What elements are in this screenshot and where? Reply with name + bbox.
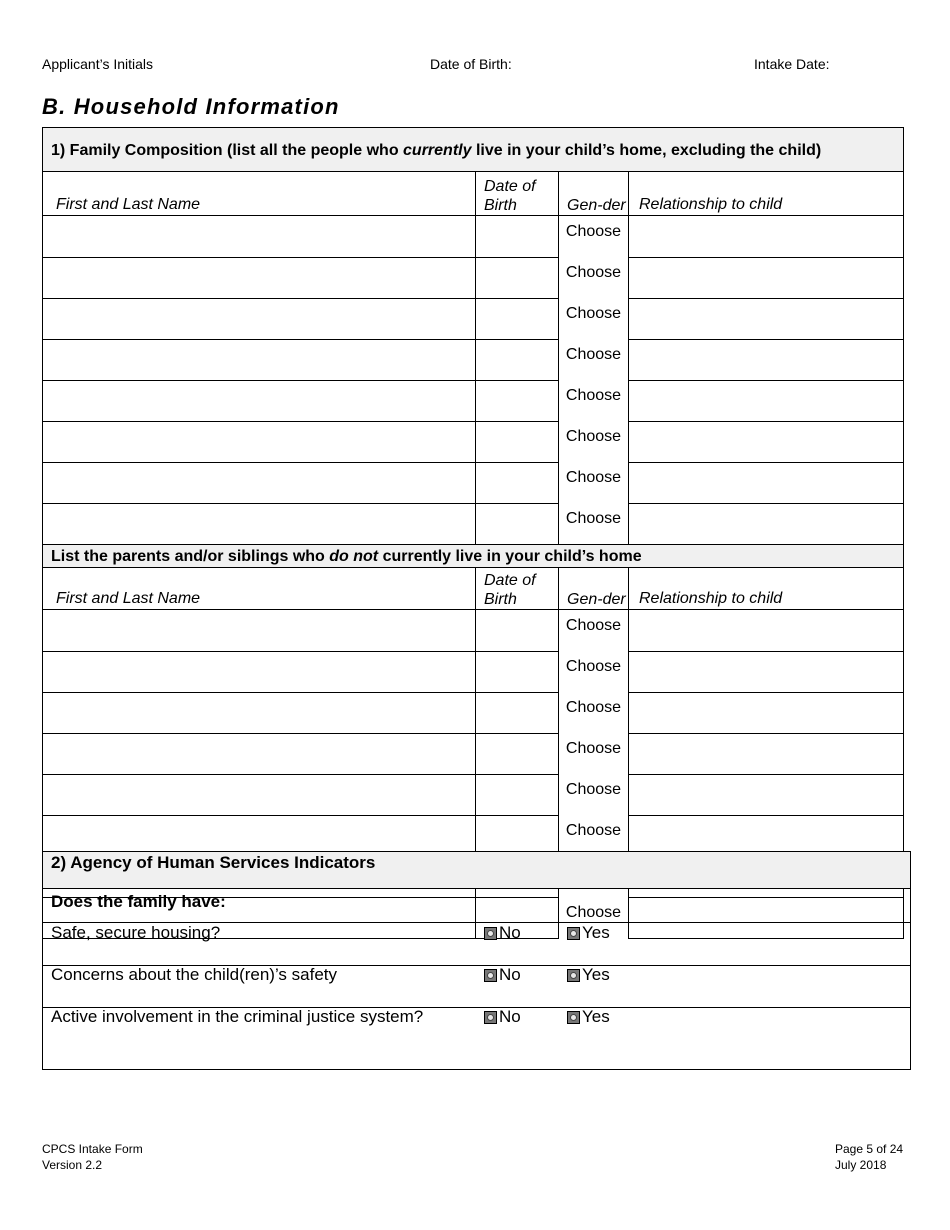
table-row [43,610,904,652]
intake-date-label: Intake Date: [754,56,830,72]
name-cell[interactable] [43,610,476,652]
family-composition-table [42,127,904,939]
footer-date: July 2018 [835,1158,887,1172]
dob-cell[interactable] [476,651,559,692]
yes-checkbox-option[interactable] [567,1007,610,1027]
indicator-question-row [43,1007,910,1069]
relationship-cell[interactable] [629,692,904,733]
yes-checkbox-option[interactable] [567,923,610,943]
dob-cell[interactable] [476,503,559,545]
dob-cell[interactable] [476,692,559,733]
gender-dropdown[interactable]: Choose [559,257,629,298]
checkbox-icon[interactable] [567,927,580,940]
relationship-cell[interactable] [629,733,904,774]
no-checkbox-option[interactable] [484,965,521,985]
dob-cell[interactable] [476,815,559,856]
agency-subtitle: Does the family have: [51,892,226,911]
name-cell[interactable] [43,462,476,503]
gender-dropdown[interactable]: Choose [559,733,629,774]
checkbox-icon[interactable] [567,1011,580,1024]
gender-dropdown[interactable]: Choose [559,298,629,339]
relationship-cell[interactable] [629,462,904,503]
yes-label: Yes [582,923,610,942]
gender-dropdown[interactable]: Choose [559,692,629,733]
relationship-cell[interactable] [629,774,904,815]
applicant-initials-label: Applicant’s Initials [42,56,154,72]
gender-dropdown[interactable]: Choose [559,339,629,380]
indicator-question-text: Safe, secure housing? [51,923,221,942]
not_home-heading-text: List the parents and/or siblings who [51,548,330,565]
table-row [43,421,904,462]
name-cell[interactable] [43,815,476,856]
gender-dropdown[interactable]: Choose [559,897,629,938]
dob-cell[interactable] [476,380,559,421]
family-column-header [43,172,904,216]
table-row [43,774,904,815]
table-row [43,216,904,258]
dob-cell[interactable] [476,298,559,339]
column-header-relationship: Relationship to child [629,568,904,610]
dob-cell[interactable] [476,610,559,652]
no-checkbox-option[interactable] [484,1007,521,1027]
family-heading-emphasis: currently [403,141,472,159]
gender-dropdown[interactable]: Choose [559,216,629,258]
name-cell[interactable] [43,692,476,733]
name-cell[interactable] [43,339,476,380]
family-heading [43,128,904,172]
footer-version: Version 2.2 [42,1158,103,1172]
column-header-relationship: Relationship to child [629,172,904,216]
relationship-cell[interactable] [629,421,904,462]
name-cell[interactable] [43,216,476,258]
indicator-question-text: Concerns about the child(ren)’s safety [51,965,338,984]
section-title: B. Household Information [42,94,340,119]
name-cell[interactable] [43,733,476,774]
table-row [43,339,904,380]
dob-cell[interactable] [476,421,559,462]
yes-label: Yes [582,1007,610,1026]
gender-dropdown[interactable]: Choose [559,610,629,652]
not_home-column-header [43,568,904,610]
dob-cell[interactable] [476,339,559,380]
checkbox-icon[interactable] [484,927,497,940]
name-cell[interactable] [43,380,476,421]
checkbox-icon[interactable] [484,1011,497,1024]
relationship-cell[interactable] [629,216,904,258]
no-label: No [499,923,521,942]
relationship-cell[interactable] [629,503,904,545]
agency-indicators-section [42,851,911,1070]
gender-dropdown[interactable]: Choose [559,774,629,815]
checkbox-icon[interactable] [567,969,580,982]
footer-page: Page 5 of 24 [835,1142,904,1156]
not_home-heading [43,545,904,568]
agency-title-band [43,852,910,889]
relationship-cell[interactable] [629,257,904,298]
name-cell[interactable] [43,257,476,298]
column-header-dob: Date of Birth [476,568,559,610]
relationship-cell[interactable] [629,298,904,339]
no-label: No [499,1007,521,1026]
relationship-cell[interactable] [629,339,904,380]
not_home-heading-emphasis: do not [329,548,379,565]
agency-title: 2) Agency of Human Services Indicators [51,853,376,872]
gender-dropdown[interactable]: Choose [559,815,629,856]
column-header-name: First and Last Name [43,172,476,216]
relationship-cell[interactable] [629,651,904,692]
footer-right [835,1141,903,1173]
gender-dropdown[interactable]: Choose [559,421,629,462]
family-heading-text-end: live in your child’s home, excluding the child) [471,141,822,159]
name-cell[interactable] [43,421,476,462]
dob-cell[interactable] [476,774,559,815]
agency-subtitle-row [43,889,910,923]
column-header-gender: Gen-der [559,568,629,610]
indicator-question-text: Active involvement in the criminal justice system? [51,1007,424,1026]
table-row [43,380,904,421]
indicator-question-row [43,923,910,966]
family-heading-text: 1) Family Composition (list all the people who [51,141,404,159]
table-row [43,462,904,503]
footer-form-name: CPCS Intake Form [42,1142,143,1156]
relationship-cell[interactable] [629,815,904,856]
dob-cell[interactable] [476,462,559,503]
column-header-gender: Gen-der [559,172,629,216]
dob-cell[interactable] [476,216,559,258]
relationship-cell[interactable] [629,380,904,421]
table-row [43,503,904,545]
checkbox-icon[interactable] [484,969,497,982]
name-cell[interactable] [43,298,476,339]
table-row [43,733,904,774]
name-cell[interactable] [43,651,476,692]
date-of-birth-label: Date of Birth: [430,56,512,72]
gender-dropdown[interactable]: Choose [559,462,629,503]
not_home-heading-row [43,545,904,568]
yes-checkbox-option[interactable] [567,965,610,985]
table-row [43,692,904,733]
not_home-heading-text-end: currently live in your child’s home [378,548,642,565]
table-row [43,815,904,856]
dob-cell[interactable] [476,257,559,298]
column-header-name: First and Last Name [43,568,476,610]
yes-label: Yes [582,965,610,984]
no-checkbox-option[interactable] [484,923,521,943]
table-row [43,651,904,692]
column-header-dob: Date of Birth [476,172,559,216]
table-row [43,257,904,298]
table-row [43,298,904,339]
gender-dropdown[interactable]: Choose [559,503,629,545]
name-cell[interactable] [43,503,476,545]
name-cell[interactable] [43,774,476,815]
gender-dropdown[interactable]: Choose [559,651,629,692]
dob-cell[interactable] [476,733,559,774]
family-heading-row [43,128,904,172]
footer-left [42,1141,143,1173]
gender-dropdown[interactable]: Choose [559,380,629,421]
indicator-question-row [43,965,910,1008]
no-label: No [499,965,521,984]
relationship-cell[interactable] [629,610,904,652]
